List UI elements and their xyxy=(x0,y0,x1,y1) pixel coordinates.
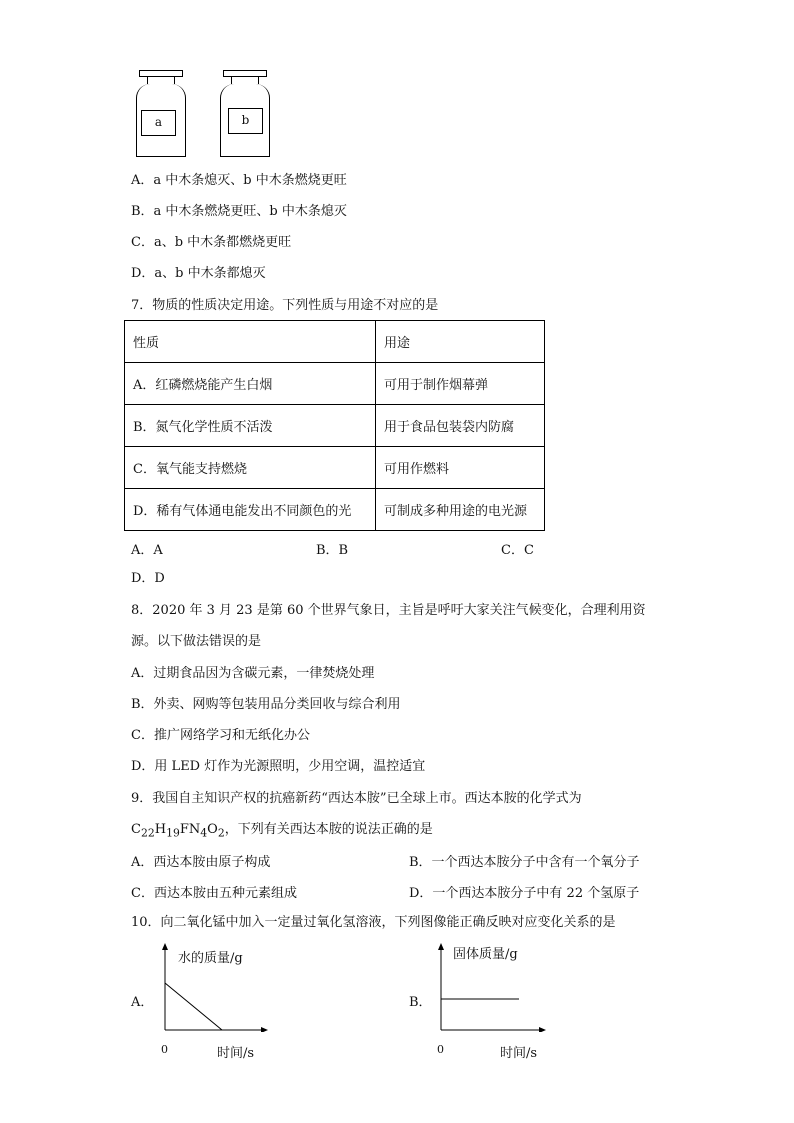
table-cell-use: 可用于制作烟幕弹 xyxy=(376,363,545,405)
q6-option-c: C．a、b 中木条都燃烧更旺 xyxy=(131,235,292,250)
table-row xyxy=(125,405,545,447)
graph-b-y-arrow xyxy=(438,943,444,950)
graph-b-x-arrow xyxy=(539,1027,546,1032)
table-row xyxy=(125,321,545,363)
q9-option-b: B．一个西达本胺分子中含有一个氧分子 xyxy=(409,855,640,870)
table-cell-property: A．红磷燃烧能产生白烟 xyxy=(125,363,376,405)
table-row xyxy=(125,363,545,405)
graph-a-letter: A． xyxy=(131,995,154,1010)
table-cell-property: B．氮气化学性质不活泼 xyxy=(125,405,376,447)
bottle-label: a xyxy=(141,110,176,136)
q8-stem-line1: 8．2020 年 3 月 23 是第 60 个世界气象日，主旨是呼吁大家关注气候变化，合理利用资 xyxy=(131,603,646,618)
q7-option-d: D．D xyxy=(131,571,165,586)
q9-stem-line1: 9．我国自主知识产权的抗癌新药“西达本胺”已全球上市。西达本胺的化学式为 xyxy=(131,791,582,806)
bottle-neck xyxy=(231,76,259,84)
bottle-neck xyxy=(147,76,175,84)
table-header-use: 用途 xyxy=(376,321,545,363)
q9-option-c: C．西达本胺由五种元素组成 xyxy=(131,886,297,901)
q7-option-b: B．B xyxy=(316,543,349,558)
q7-option-a: A．A xyxy=(131,543,163,558)
graph-b-ylabel: 固体质量/g xyxy=(453,947,518,962)
q10-stem: 10．向二氧化锰中加入一定量过氧化氢溶液，下列图像能正确反映对应变化关系的是 xyxy=(131,915,616,930)
q9-stem-line2: $C_{22}H_{19}FN_4O_2$，下列有关西达本胺的说法正确的是 xyxy=(131,822,433,840)
graph-a-x-arrow xyxy=(261,1027,268,1032)
q9-option-a: A．西达本胺由原子构成 xyxy=(131,855,271,870)
bottle-label: b xyxy=(228,108,263,134)
table-header-property: 性质 xyxy=(125,321,376,363)
q7-stem: 7．物质的性质决定用途。下列性质与用途不对应的是 xyxy=(131,298,439,313)
graph-b-origin: 0 xyxy=(437,1043,444,1056)
q6-option-b: B．a 中木条燃烧更旺、b 中木条熄灭 xyxy=(131,204,347,219)
q8-option-d: D．用 LED 灯作为光源照明，少用空调，温控适宜 xyxy=(131,759,426,774)
table-row xyxy=(125,489,545,531)
table-row xyxy=(125,447,545,489)
table-cell-use: 可用作燃料 xyxy=(376,447,545,489)
q8-option-a: A．过期食品因为含碳元素，一律焚烧处理 xyxy=(131,666,375,681)
q7-option-c: C．C xyxy=(501,543,534,558)
q6-option-d: D．a、b 中木条都熄灭 xyxy=(131,266,266,281)
q8-option-c: C．推广网络学习和无纸化办公 xyxy=(131,728,310,743)
table-cell-property: C．氧气能支持燃烧 xyxy=(125,447,376,489)
q6-option-a: A．a 中木条熄灭、b 中木条燃烧更旺 xyxy=(131,173,347,188)
graph-a-y-arrow xyxy=(162,943,168,950)
q8-option-b: B．外卖、网购等包装用品分类回收与综合利用 xyxy=(131,697,401,712)
q8-stem-line2: 源。以下做法错误的是 xyxy=(131,634,262,649)
graph-a-xlabel: 时间/s xyxy=(217,1046,255,1061)
table-cell-use: 可制成多种用途的电光源 xyxy=(376,489,545,531)
table-cell-use: 用于食品包装袋内防腐 xyxy=(376,405,545,447)
graph-a-curve xyxy=(165,983,222,1030)
graph-b-xlabel: 时间/s xyxy=(500,1046,538,1061)
q9-formula: $C_{22}H_{19}FN_4O_2$ xyxy=(131,822,225,840)
graph-b-letter: B． xyxy=(409,995,432,1010)
graph-a-ylabel: 水的质量/g xyxy=(178,951,243,966)
q9-option-d: D．一个西达本胺分子中有 22 个氢原子 xyxy=(409,886,640,901)
table-cell-property: D．稀有气体通电能发出不同颜色的光 xyxy=(125,489,376,531)
graph-a-origin: 0 xyxy=(161,1043,168,1056)
q7-table xyxy=(124,320,545,531)
